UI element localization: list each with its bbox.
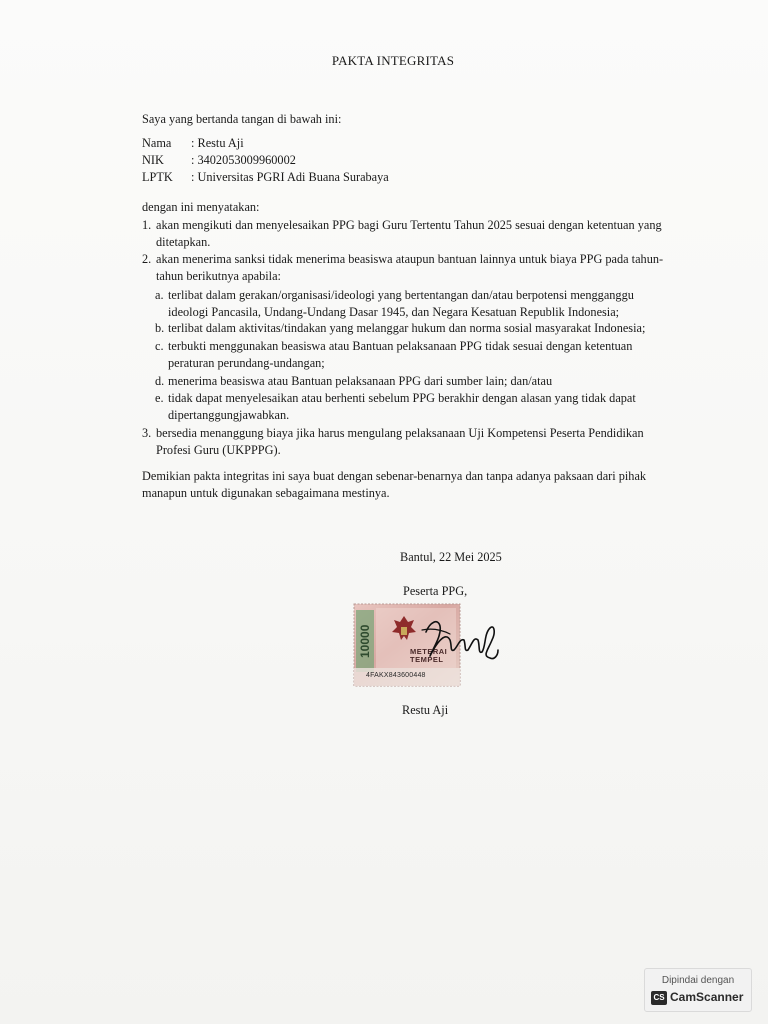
- closing-line: manapun untuk digunakan sebagaimana mestinya.: [142, 486, 390, 500]
- item-number: 2.: [142, 252, 152, 266]
- item-line: ditetapkan.: [156, 235, 211, 249]
- sub-item-line: terlibat dalam aktivitas/tindakan yang melanggar hukum dan norma sosial masyarakat Indonesia;: [168, 321, 646, 335]
- sub-item-letter: c.: [155, 339, 164, 353]
- camscanner-watermark: [644, 968, 752, 1012]
- stamp-value: 10000: [358, 624, 372, 658]
- item-line: tahun berikutnya apabila:: [156, 269, 281, 283]
- item-line: akan menerima sanksi tidak menerima beasiswa ataupun bantuan lainnya untuk biaya PPG pada tahun-: [156, 252, 664, 266]
- sub-item-letter: e.: [155, 391, 164, 405]
- document-title: PAKTA INTEGRITAS: [331, 53, 455, 68]
- closing-statement: [142, 468, 652, 502]
- closing-line: Demikian pakta integritas ini saya buat dengan sebenar-benarnya dan tanpa adanya paksaan dari pihak: [142, 469, 647, 483]
- sub-item-line: terbukti menggunakan beasiswa atau Bantuan pelaksanaan PPG tidak sesuai dengan ketentuan: [168, 339, 633, 353]
- identity-row-lptk: [142, 169, 389, 186]
- stamp-serial-code: 4FAKX843600448: [366, 672, 426, 679]
- identity-row-name: [142, 135, 244, 152]
- item-line: Profesi Guru (UKPPPG).: [156, 443, 281, 457]
- stamp-label-line: TEMPEL: [410, 655, 444, 664]
- signer-name: Restu Aji: [402, 703, 449, 717]
- sub-item-line: ideologi Pancasila, Undang-Undang Dasar 1945, dan Negara Kesatuan Republik Indonesia;: [168, 305, 620, 319]
- sub-item-line: menerima beasiswa atau Bantuan pelaksanaan PPG dari sumber lain; dan/atau: [168, 374, 553, 388]
- sub-item-line: dipertanggungjawabkan.: [168, 408, 290, 422]
- camscanner-logo-icon: CS: [651, 991, 667, 1005]
- sub-item-letter: a.: [155, 288, 164, 302]
- item-number: 3.: [142, 426, 152, 440]
- sub-item-line: peraturan perundang-undangan;: [168, 356, 325, 370]
- identity-value: : Restu Aji: [191, 136, 244, 150]
- signer-role: Peserta PPG,: [403, 584, 468, 598]
- sub-item-line: terlibat dalam gerakan/organisasi/ideologi yang bertentangan dan/atau berpotensi mengganggu: [168, 288, 634, 302]
- item-number: 1.: [142, 218, 152, 232]
- identity-label: Nama: [142, 136, 172, 150]
- identity-value: : 3402053009960002: [191, 153, 296, 167]
- identity-value: : Universitas PGRI Adi Buana Surabaya: [191, 170, 389, 184]
- sub-item-letter: b.: [155, 321, 165, 335]
- watermark-caption: Dipindai dengan: [661, 975, 735, 986]
- place-date: Bantul, 22 Mei 2025: [400, 550, 502, 564]
- sub-item-letter: d.: [155, 374, 165, 388]
- handwritten-signature: [420, 610, 500, 670]
- stamp-label-line: METERAI: [410, 647, 448, 656]
- item-line: bersedia menanggung biaya jika harus mengulang pelaksanaan Uji Kompetensi Peserta Pendidikan: [156, 426, 644, 440]
- declaration-intro: dengan ini menyatakan:: [142, 200, 260, 214]
- identity-label: NIK: [142, 153, 164, 167]
- item-line: akan mengikuti dan menyelesaikan PPG bagi Guru Tertentu Tahun 2025 sesuai dengan ketentuan yang: [156, 218, 662, 232]
- identity-row-nik: [142, 152, 296, 169]
- watermark-brand: CamScanner: [670, 990, 744, 1004]
- identity-label: LPTK: [142, 170, 173, 184]
- sub-item-line: tidak dapat menyelesaikan atau berhenti sebelum PPG berakhir dengan alasan yang tidak dapat: [168, 391, 636, 405]
- intro-text: Saya yang bertanda tangan di bawah ini:: [142, 112, 342, 126]
